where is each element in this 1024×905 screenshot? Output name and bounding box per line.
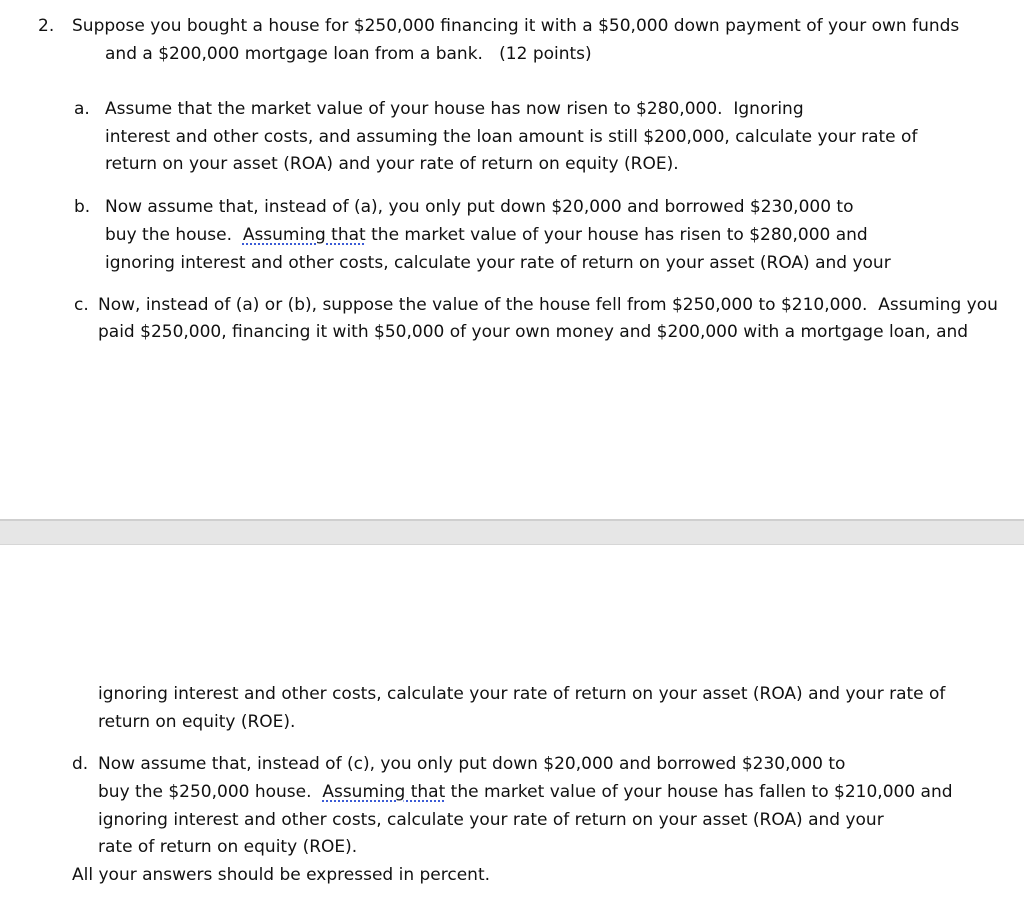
- part-a-line-2: interest and other costs, and assuming the loan amount is still $200,000, calculate your rate of: [105, 127, 918, 147]
- part-b-line-2: [105, 225, 868, 245]
- part-c-line-1: Now, instead of (a) or (b), suppose the value of the house fell from $250,000 to $210,000. Assuming you: [98, 295, 998, 315]
- part-a-line-3: return on your asset (ROA) and your rate of return on equity (ROE).: [105, 154, 679, 174]
- answer-instruction: All your answers should be expressed in percent.: [72, 865, 491, 885]
- grammar-flag[interactable]: Assuming that: [242, 225, 366, 245]
- part-d-marker: d.: [72, 754, 89, 774]
- page-break: [0, 519, 1024, 545]
- part-b-line-1: Now assume that, instead of (a), you only put down $20,000 and borrowed $230,000 to: [105, 197, 854, 217]
- part-b-line-3: ignoring interest and other costs, calculate your rate of return on your asset (ROA) and your: [105, 253, 891, 273]
- question-text-line-1: Suppose you bought a house for $250,000 financing it with a $50,000 down payment of your own funds: [72, 16, 960, 36]
- part-b-marker: b.: [74, 197, 91, 217]
- question-text-line-2: and a $200,000 mortgage loan from a bank. (12 points): [105, 44, 592, 64]
- part-c-line-4: return on equity (ROE).: [98, 712, 296, 732]
- part-b-line-2-end: the market value of your house has risen to $280,000 and: [365, 225, 868, 245]
- part-a-marker: a.: [74, 99, 90, 119]
- part-d-line-3: ignoring interest and other costs, calculate your rate of return on your asset (ROA) and your: [98, 810, 884, 830]
- part-c-line-2: paid $250,000, financing it with $50,000 of your own money and $200,000 with a mortgage loan, and: [98, 322, 969, 342]
- part-d-line-4: rate of return on equity (ROE).: [98, 837, 358, 857]
- grammar-flag[interactable]: Assuming that: [322, 782, 446, 802]
- part-d-line-2-start: buy the $250,000 house.: [98, 782, 323, 802]
- part-c-line-3: ignoring interest and other costs, calculate your rate of return on your asset (ROA) and your rate of: [98, 684, 946, 704]
- part-a-line-1: Assume that the market value of your house has now risen to $280,000. Ignoring: [105, 99, 804, 119]
- part-b-line-2-start: buy the house.: [105, 225, 243, 245]
- part-c-marker: c.: [74, 295, 89, 315]
- question-number: 2.: [38, 16, 55, 36]
- part-d-line-2-end: the market value of your house has fallen to $210,000 and: [445, 782, 953, 802]
- part-d-line-1: Now assume that, instead of (c), you only put down $20,000 and borrowed $230,000 to: [98, 754, 846, 774]
- part-d-line-2: [98, 782, 953, 802]
